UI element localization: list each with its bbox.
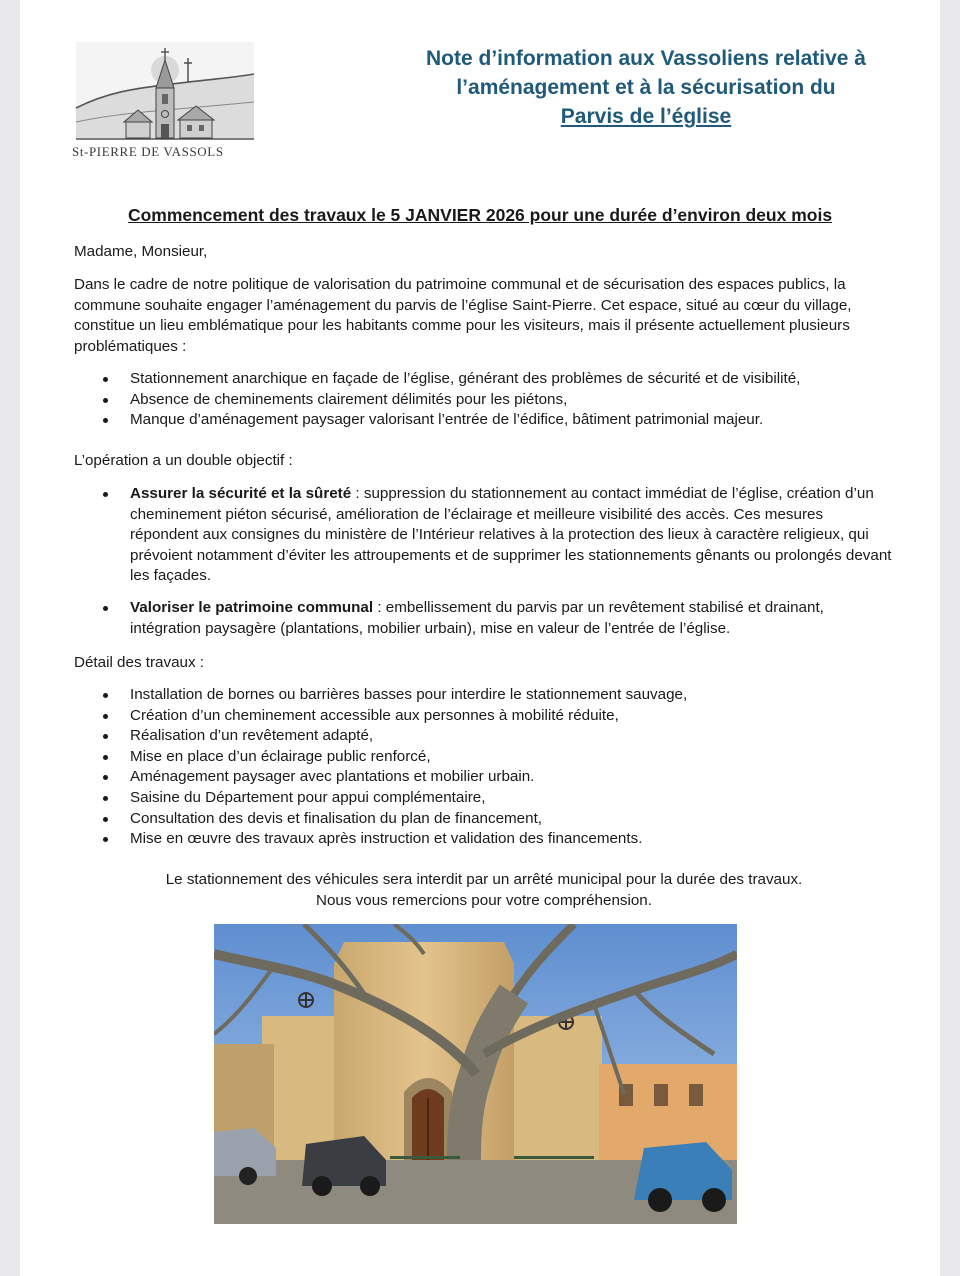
objectives-list [74,484,894,639]
title-line-1: Note d’information aux Vassoliens relative à [426,47,866,70]
list-item [74,484,894,587]
list-item: Manque d’aménagement paysager valorisant l’entrée de l’édifice, bâtiment patrimonial majeur. [74,410,894,431]
list-item: Réalisation d’un revêtement adapté, [74,726,894,747]
objective-text: : suppression du stationnement au contact immédiat de l’église, création d’un cheminement piéton sécurisé, amélioration de l’éclairage et meilleure visibilité des accès. Ces mesures répondent aux consignes du ministère de l’Intérieur relatives à la protection des lieux à caractère religieux, qui prévoient notamment d’éviter les attroupements et de supprimer les stationnements gênants ou prolongés devant les façades. [130,485,892,585]
list-item: Installation de bornes ou barrières basses pour interdire le stationnement sauvage, [74,685,894,706]
list-item [74,598,894,639]
list-item: Consultation des devis et finalisation du plan de financement, [74,809,894,830]
title-line-3: Parvis de l’église [560,105,732,128]
objective-text: : embellissement du parvis par un revêtement stabilisé et drainant, intégration paysagère (plantations, mobilier urbain), mise en valeur de l’entrée de l’église. [130,598,824,637]
list-item: Saisine du Département pour appui complémentaire, [74,788,894,809]
greeting: Madame, Monsieur, [74,243,208,260]
list-item: Mise en œuvre des travaux après instruction et validation des financements. [74,829,894,850]
closing-line-2: Nous vous remercions pour votre compréhension. [316,891,652,909]
intro-paragraph: Dans le cadre de notre politique de valorisation du patrimoine communal et de sécurisation des espaces publics, la commune souhaite engager l’aménagement du parvis de l’église Saint-Pierre. Cet espace, situé au cœur du village, constitue un lieu emblématique pour les habitants comme pour les visiteurs, mais il présente actuellement plusieurs problématiques : [74,276,852,355]
works-list [74,685,894,850]
church-logo-icon [72,30,258,142]
objective-title: Valoriser le patrimoine communal [130,598,374,616]
closing-line-1: Le stationnement des véhicules sera interdit par un arrêté municipal pour la durée des travaux. [165,871,803,888]
works-intro: Détail des travaux : [74,654,204,671]
problems-list [74,369,894,431]
list-item: Stationnement anarchique en façade de l’église, générant des problèmes de sécurité et de visibilité, [74,369,894,390]
objective-title: Assurer la sécurité et la sûreté [130,485,352,502]
title-line-2: l’aménagement et à la sécurisation du [456,76,836,99]
logo-caption: St-PIERRE DE VASSOLS [72,144,224,159]
list-item: Aménagement paysager avec plantations et mobilier urbain. [74,767,894,788]
list-item: Mise en place d’un éclairage public renforcé, [74,747,894,768]
commune-logo [72,30,258,162]
objective-intro: L’opération a un double objectif : [74,452,293,469]
list-item: Création d’un cheminement accessible aux personnes à mobilité réduite, [74,706,894,727]
document-page [20,0,940,1276]
works-start-heading: Commencement des travaux le 5 JANVIER 2026 pour une durée d’environ deux mois [127,205,833,225]
church-photo [214,924,737,1224]
list-item: Absence de cheminements clairement délimités pour les piétons, [74,390,894,411]
closing-note [74,870,894,911]
document-title [386,44,906,131]
